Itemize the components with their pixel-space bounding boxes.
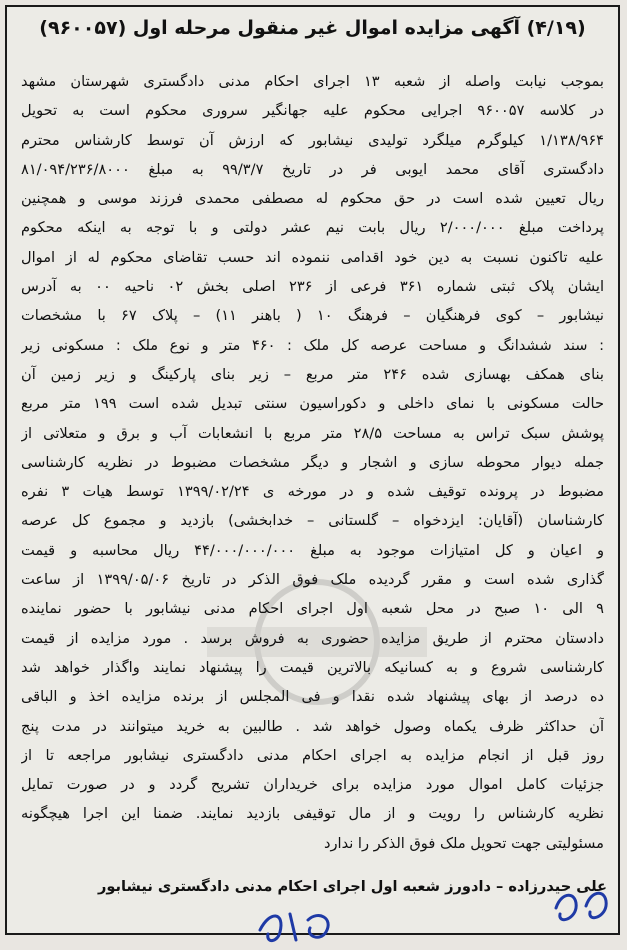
signature-line: علی حیدرزاده – دادورز شعبه اول اجرای احکام مدنی دادگستری نیشابور [98, 878, 607, 895]
notice-line: حالت مسکونی با نمای داخلی و دکوراسیون سنتی تبدیل شده است ۱۹۹ متر مربع [21, 395, 604, 413]
notice-frame [5, 5, 620, 935]
notice-body [21, 67, 604, 858]
notice-line: کارشناسی شروع و به کسانیکه بالاترین قیمت را پیشنهاد نمایند واگذار خواهد شد [21, 658, 604, 676]
notice-line: جزئیات کامل اموال مورد مزایده برای خریداران تشریح گردد و در صورت تمایل [21, 776, 604, 794]
notice-line: روز قبل از انجام مزایده به اجرای احکام مدنی دادگستری نیشابور مراجعه تا از [21, 746, 604, 764]
notice-line: : سند ششدانگ و مساحت عرصه کل ملک : ۴۶۰ متر و نوع ملک : مسکونی زیر [21, 336, 604, 354]
notice-line: دادستان محترم از طریق مزایده حضوری به فروش برسد . مورد مزایده از قیمت [21, 629, 604, 647]
handwritten-mark-icon [548, 878, 618, 934]
notice-line: بموجب نیابت واصله از شعبه ۱۳ اجرای احکام مدنی دادگستری شهرستان مشهد [21, 73, 604, 90]
notice-line: ریال تعیین شده است در حق محکوم له مصطفی محمدی فرزند موسی و همچنین [21, 190, 604, 208]
notice-line: و اعیان و کل امتیازات موجود به مبلغ ۴۴/۰۰۰/۰۰۰/۰۰۰ ریال محاسبه و قیمت [21, 541, 604, 559]
notice-line: نظریه کارشناس را رویت و از مال توقیفی بازدید نمایند. ضمنا این اجرا هیچگونه [21, 805, 604, 823]
notice-line: بنای همکف بهسازی شده ۲۴۶ متر مربع – زیر بنای پارکینگ و زیر زمین آن [21, 365, 604, 383]
notice-line: ایشان پلاک ثبتی شماره ۳۶۱ فرعی از ۲۳۶ اصلی بخش ۰۲ ناحیه ۰۰ به آدرس [21, 278, 604, 296]
notice-line: ۹ الی ۱۰ صبح در محل شعبه اول اجرای احکام مدنی نیشابور با حضور نماینده [21, 600, 604, 618]
notice-line: گذاری شده است و مقرر گردیده ملک فوق الذکر در تاریخ ۱۳۹۹/۰۵/۰۶ از ساعت [21, 571, 604, 589]
notice-line: پرداخت مبلغ ۲/۰۰۰/۰۰۰ ریال بابت نیم عشر دولتی و با توجه به اینکه محکوم [21, 219, 604, 237]
notice-line: در کلاسه ۹۶۰۰۵۷ اجرایی محکوم علیه جهانگیر سروری محکوم است به تحویل [21, 102, 604, 120]
notice-line: آن حداکثر ظرف یکماه وصول خواهد شد . طالبین به خرید میتوانند در مدت پنج [21, 717, 604, 735]
notice-line: نیشابور – کوی فرهنگیان – فرهنگ ۱۰ ( باهنر ۱۱) – پلاک ۶۷ با مشخصات [21, 307, 604, 325]
notice-line: پوشش سبک تراس به مساحت ۲۸/۵ متر مربع با انشعابات آب و برق و متعلاتی از [21, 424, 604, 442]
notice-line: دادگستری آقای محمد ایوبی فر در تاریخ ۹۹/۳/۷ به مبلغ ۸۱/۰۹۴/۲۳۶/۸۰۰۰ [21, 160, 604, 178]
notice-line: کارشناسان (آقایان: ایزدخواه – گلستانی – خدابخشی) بازدید و مجموع کل عرصه [21, 512, 604, 530]
notice-line: علیه تاکنون نسبت به دین خود اقدامی ننموده اند حسب تقاضای محکوم له از اموال [21, 248, 604, 266]
notice-line: مسئولیتی جهت تحویل ملک فوق الذکر را ندارد [323, 834, 604, 852]
notice-line: جمله دیوار محوطه سازی و اشجار و دیگر مشخصات مضبوط در نظریه کارشناسی [21, 453, 604, 471]
handwritten-number-icon [250, 900, 340, 950]
notice-line: مضبوط در پرونده توقیف شده و در مورخه ی ۱۳۹۹/۰۲/۲۴ توسط هیات ۳ نفره [21, 483, 604, 501]
notice-line: ۱/۱۳۸/۹۶۴ کیلوگرم میلگرد تولیدی نیشابور که ارزش آن توسط کارشناس محترم [21, 131, 604, 149]
notice-title: (۴/۱۹) آگهی مزایده اموال غیر منقول مرحله اول (۹۶۰۰۵۷) [39, 17, 586, 39]
notice-line: ده درصد از بهای پیشنهاد شده نقدا و فی المجلس از برنده مزایده اخذ و الباقی [21, 688, 604, 706]
